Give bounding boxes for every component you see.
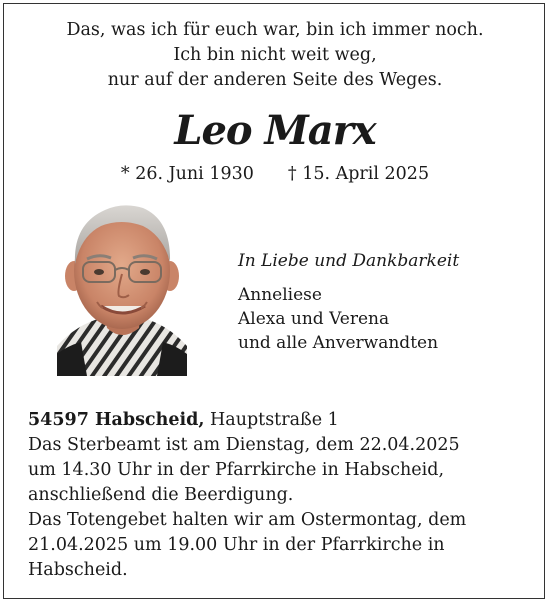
family-member: und alle Anverwandten [238,333,439,353]
poem-line: Das, was ich für euch war, bin ich immer noch. [66,20,484,40]
notice-line: Habscheid. [28,560,128,580]
deceased-name: Leo Marx [174,107,376,154]
portrait-photo [57,196,187,376]
poem-line: Ich bin nicht weit weg, [173,45,377,65]
memorial-poem [0,18,550,93]
death-date: † 15. April 2025 [287,164,430,184]
birth-date: * 26. Juni 1930 [120,164,254,184]
poem-line: nur auf der anderen Seite des Weges. [107,70,443,90]
family-member: Anneliese [238,285,322,305]
notice-line: Das Totengebet halten wir am Ostermontag, dem [28,510,467,530]
address-place: 54597 Habscheid, [28,410,205,430]
notice-line: um 14.30 Uhr in der Pfarrkirche in Habscheid, [28,460,445,480]
family-member: Alexa und Verena [238,309,390,329]
life-dates [0,162,550,186]
funeral-info [28,408,528,583]
notice-line: anschließend die Beerdigung. [28,485,294,505]
family-signature [238,249,459,355]
address-street: Hauptstraße 1 [204,410,339,430]
notice-line: Das Sterbeamt ist am Dienstag, dem 22.04.2025 [28,435,460,455]
address-line [28,408,528,433]
dedication-text: In Liebe und Dankbarkeit [238,251,460,271]
notice-line: 21.04.2025 um 19.00 Uhr in der Pfarrkirche in [28,535,445,555]
